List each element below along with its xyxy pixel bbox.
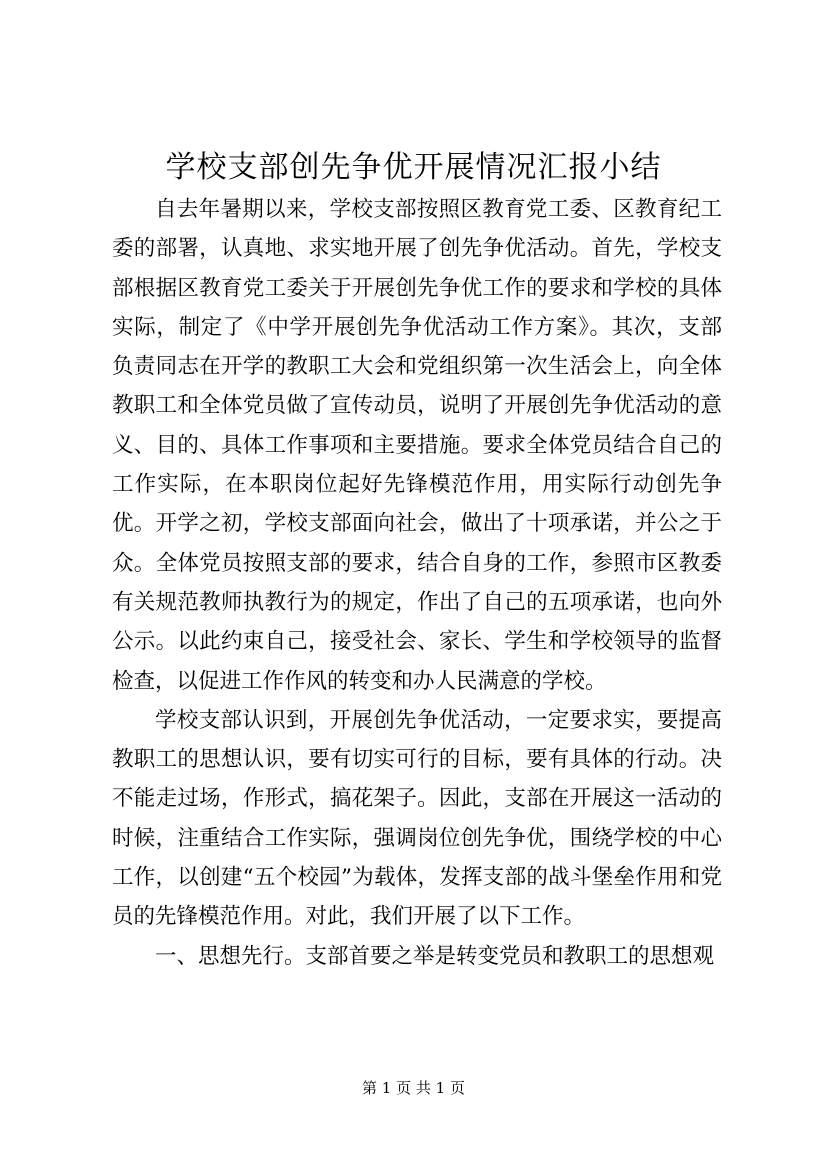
page-number-footer: 第 1 页 共 1 页 [362,1079,465,1097]
paragraph-2: 学校支部认识到，开展创先争优活动，一定要求实，要提高教职工的思想认识，要有切实可行的目标，要有具体的行动。决不能走过场，作形式，搞花架子。因此，支部在开展这一活动的时候，注重结合工作实际，强调岗位创先争优，围绕学校的中心工作，以创建“五个校园”为载体，发挥支部的战斗堡垒作用和党员的先锋模范作用。对此，我们开展了以下工作。 [112,707,722,930]
document-body [112,190,722,976]
document-title: 学校支部创先争优开展情况汇报小结 [165,150,662,185]
paragraph-3: 一、思想先行。支部首要之举是转变党员和教职工的思想观 [155,943,715,969]
paragraph-1: 自去年暑期以来，学校支部按照区教育党工委、区教育纪工委的部署，认真地、求实地开展了创先争优活动。首先，学校支部根据区教育党工委关于开展创先争优工作的要求和学校的具体实际，制定了《中学开展创先争优活动工作方案》。其次，支部负责同志在开学的教职工大会和党组织第一次生活会上，向全体教职工和全体党员做了宣传动员，说明了开展创先争优活动的意义、目的、具体工作事项和主要措施。要求全体党员结合自己的工作实际，在本职岗位起好先锋模范作用，用实际行动创先争优。开学之初，学校支部面向社会，做出了十项承诺，并公之于众。全体党员按照支部的要求，结合自身的工作，参照市区教委有关规范教师执教行为的规定，作出了自己的五项承诺，也向外公示。以此约束自己，接受社会、家长、学生和学校领导的监督检查，以促进工作作风的转变和办人民满意的学校。 [112,197,722,694]
